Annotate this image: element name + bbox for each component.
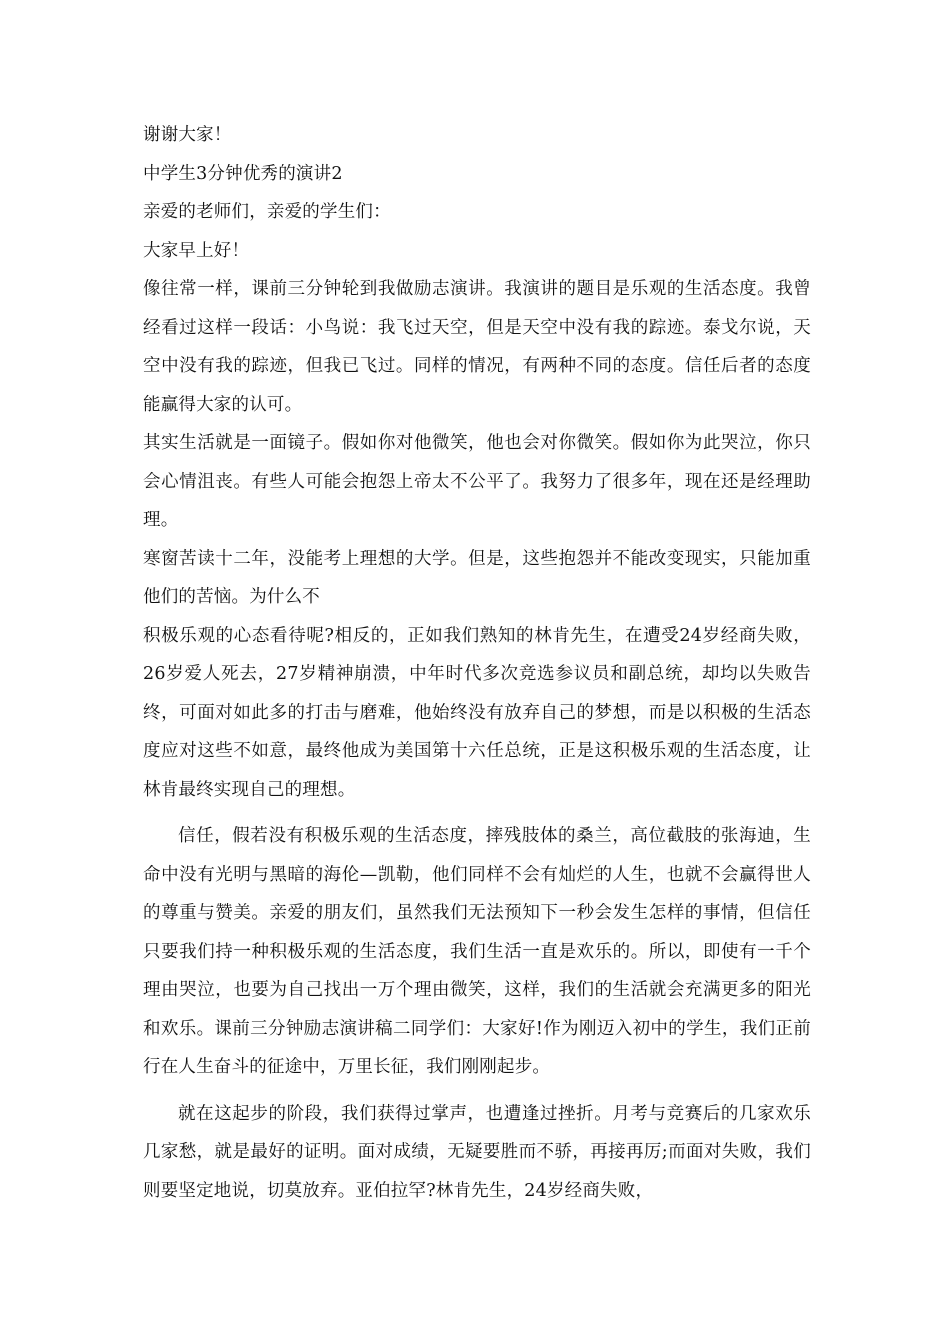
- speech-title: 中学生3分钟优秀的演讲2: [143, 163, 343, 184]
- paragraph-6: 就在这起步的阶段，我们获得过掌声，也遭逢过挫折。月考与竞赛后的几家欢乐几家愁，就是最好的证明。面对成绩，无疑要胜而不骄，再接再厉;而面对失败，我们则要坚定地说，切莫放弃。亚伯拉罕?林肯先生，24岁经商失败，: [143, 1103, 811, 1201]
- greeting: 大家早上好！: [143, 240, 250, 261]
- paragraph-4: 积极乐观的心态看待呢?相反的，正如我们熟知的林肯先生，在遭受24岁经商失败，26岁爱人死去，27岁精神崩溃，中年时代多次竞选参议员和副总统，却均以失败告终，可面对如此多的打击与磨难，他始终没有放弃自己的梦想，而是以积极的生活态度应对这些不如意，最终他成为美国第十六任总统，正是这积极乐观的生活态度，让林肯最终实现自己的理想。: [143, 625, 811, 800]
- document-body: [143, 116, 811, 1210]
- paragraph-2: 其实生活就是一面镜子。假如你对他微笑，他也会对你微笑。假如你为此哭泣，你只会心情沮丧。有些人可能会抱怨上帝太不公平了。我努力了很多年，现在还是经理助理。: [143, 433, 811, 530]
- paragraph-3: 寒窗苦读十二年，没能考上理想的大学。但是，这些抱怨并不能改变现实，只能加重他们的苦恼。为什么不: [143, 548, 811, 607]
- paragraph-5: 信任，假若没有积极乐观的生活态度，摔残肢体的桑兰，高位截肢的张海迪，生命中没有光明与黑暗的海伦—凯勒，他们同样不会有灿烂的人生，也就不会赢得世人的尊重与赞美。亲爱的朋友们，虽然我们无法预知下一秒会发生怎样的事情，但信任只要我们持一种积极乐观的生活态度，我们生活一直是欢乐的。所以，即使有一千个理由哭泣，也要为自己找出一万个理由微笑，这样，我们的生活就会充满更多的阳光和欢乐。课前三分钟励志演讲稿二同学们：大家好!作为刚迈入初中的学生，我们正前行在人生奋斗的征途中，万里长征，我们刚刚起步。: [143, 826, 811, 1077]
- paragraph-1: 像往常一样，课前三分钟轮到我做励志演讲。我演讲的题目是乐观的生活态度。我曾经看过这样一段话：小鸟说：我飞过天空，但是天空中没有我的踪迹。泰戈尔说，天空中没有我的踪迹，但我已飞过。同样的情况，有两种不同的态度。信任后者的态度能赢得大家的认可。: [143, 279, 811, 415]
- closing-line: 谢谢大家！: [143, 125, 232, 145]
- salutation: 亲爱的老师们，亲爱的学生们：: [143, 202, 391, 222]
